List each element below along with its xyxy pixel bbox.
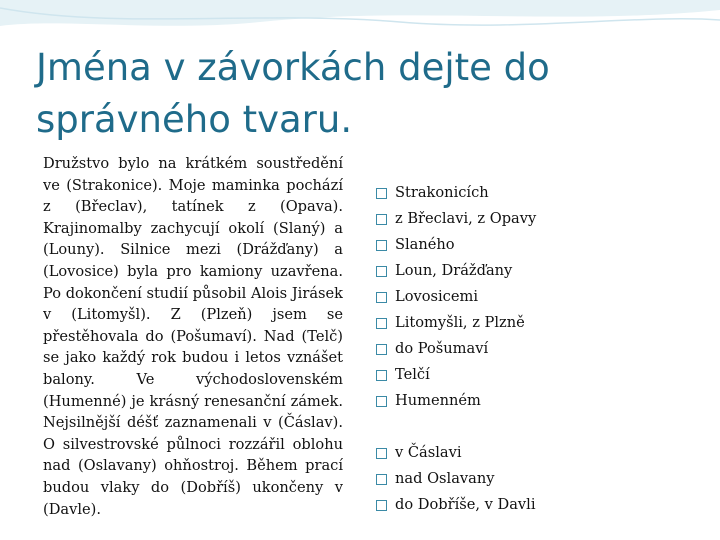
bullet-box-icon — [376, 292, 387, 303]
answer-text: z Břeclavi, z Opavy — [395, 210, 537, 227]
bullet-box-icon — [376, 318, 387, 329]
answer-text: do Dobříše, v Davli — [395, 496, 536, 513]
answer-item — [376, 232, 716, 258]
answer-item — [376, 492, 716, 518]
answer-item — [376, 336, 716, 362]
bullet-box-icon — [376, 396, 387, 407]
bullet-box-icon — [376, 370, 387, 381]
answer-item — [376, 258, 716, 284]
answer-item — [376, 440, 716, 466]
bullet-box-icon — [376, 344, 387, 355]
bullet-box-icon — [376, 266, 387, 277]
answer-item — [376, 388, 716, 414]
slide-title: Jména v závorkách dejte do správného tvaru. — [36, 46, 550, 141]
answer-item — [376, 284, 716, 310]
answer-text: Litomyšli, z Plzně — [395, 314, 525, 331]
answer-text: Telčí — [395, 366, 430, 383]
bullet-box-icon — [376, 188, 387, 199]
answer-text: v Čáslavi — [395, 444, 462, 461]
exercise-text — [43, 153, 343, 540]
answer-text: nad Oslavany — [395, 470, 495, 487]
exercise-paragraph: Družstvo bylo na krátkém soustředění ve (Strakonice). Moje maminka pochází z (Břeclav), tatínek z (Opava). Krajinomalby zachycují okolí (Slaný) a (Louny). Silnice mezi (Drážďany) a (Lovosice) byla pro kamiony uzavřena. Po dokončení studií působil Alois Jirásek v (Litomyšl). Z (Plzeň) jsem se přestěhovala do (Pošumaví). Nad (Telč) se jako každý rok budou i letos vznášet balony. Ve východoslovenském (Humenné) je krásný renesanční zámek. Nejsilnější déšť zaznamenali v (Čáslav). O silvestrovské půlnoci rozzářil oblohu nad (Oslavany) ohňostroj. Během prací budou vlaky do (Dobříš) ukončeny v (Davle). — [43, 155, 343, 518]
bullet-box-icon — [376, 214, 387, 225]
bullet-box-icon — [376, 448, 387, 459]
list-spacer — [376, 414, 716, 440]
answer-item — [376, 466, 716, 492]
answer-text: do Pošumaví — [395, 340, 489, 357]
answer-item — [376, 310, 716, 336]
answer-text: Lovosicemi — [395, 288, 478, 305]
bullet-box-icon — [376, 500, 387, 511]
answer-text: Humenném — [395, 392, 481, 409]
answer-item — [376, 362, 716, 388]
answer-item — [376, 206, 716, 232]
bullet-box-icon — [376, 474, 387, 485]
bullet-box-icon — [376, 240, 387, 251]
answer-text: Loun, Drážďany — [395, 262, 513, 279]
answer-list — [376, 180, 716, 518]
answer-item — [376, 180, 716, 206]
answer-text: Slaného — [395, 236, 455, 253]
answer-text: Strakonicích — [395, 184, 489, 201]
